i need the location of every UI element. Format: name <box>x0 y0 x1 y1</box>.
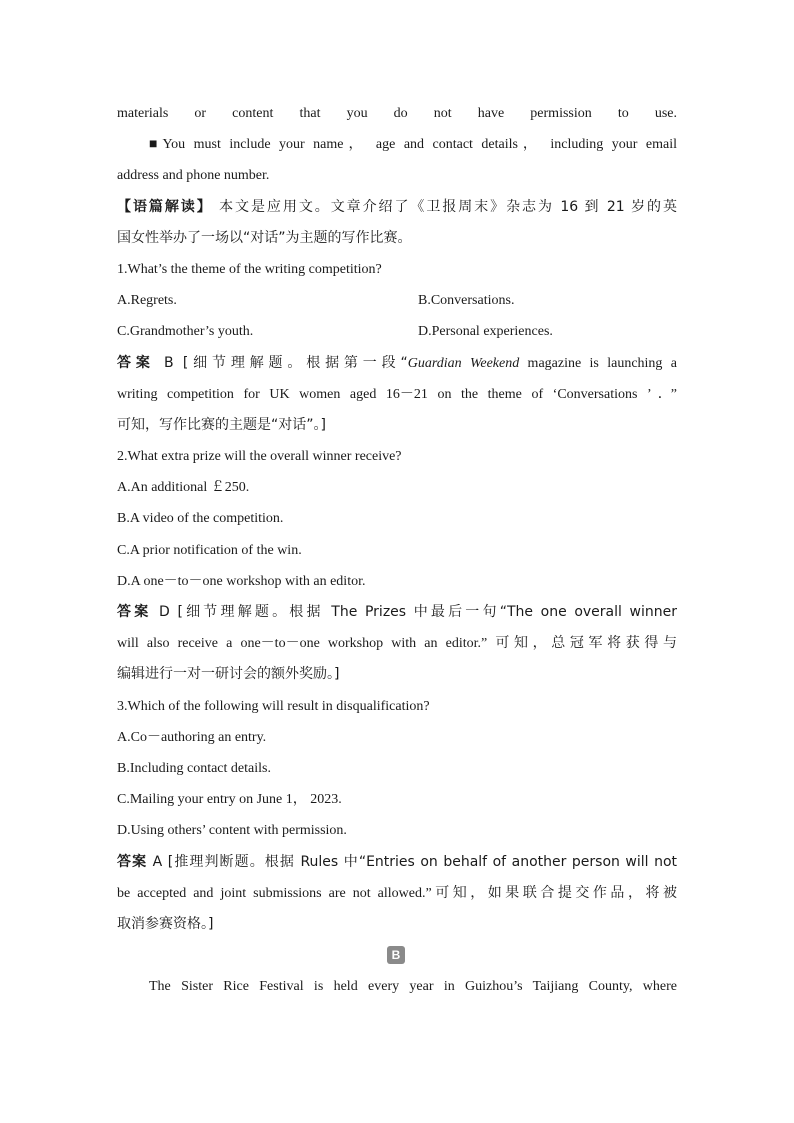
text-line: 国女性举办了一场以“对话”为主题的写作比赛。 <box>117 229 412 246</box>
option-d: D.Using others’ content with permission. <box>117 823 347 839</box>
option-b: B.A video of the competition. <box>117 511 284 527</box>
option-a: A.Co－authoring an entry. <box>117 729 267 745</box>
question-1-options-row-2 <box>117 316 677 347</box>
text-line: be accepted and joint submissions are not allowed.”可知，如果联合提交作品，将被 <box>117 885 677 901</box>
text-span: magazine is launching a <box>519 355 677 371</box>
answer-2-line <box>117 597 677 628</box>
answer-1-line <box>117 348 677 379</box>
section-marker-row <box>117 940 677 971</box>
text-span: A [推理判断题。根据 Rules 中“Entries on behalf of another person will not <box>147 853 677 870</box>
question-1: 1.What’s the theme of the writing competition? <box>117 261 382 277</box>
option-b: B.Conversations. <box>418 293 515 309</box>
option-a: A.An additional ￡250. <box>117 480 250 496</box>
passage-analysis-line <box>117 192 677 223</box>
text-span: You must include your name， age and contact details， including your email <box>162 137 677 153</box>
magazine-title: Guardian Weekend <box>407 355 520 371</box>
document-page <box>117 98 677 1002</box>
option-c: C.A prior notification of the win. <box>117 542 302 558</box>
answer-label: 答案 <box>117 354 155 371</box>
answer-label: 答案 <box>117 604 152 620</box>
question-1-options-row-1 <box>117 285 677 316</box>
option-b: B.Including contact details. <box>117 760 271 776</box>
option-c: C.Mailing your entry on June 1， 2023. <box>117 792 342 808</box>
section-b-badge: B <box>387 946 405 964</box>
answer-3-line <box>117 847 677 878</box>
passage-analysis-tag: 【语篇解读】 <box>117 198 213 215</box>
answer-label: 答案 <box>117 853 148 870</box>
option-c: C.Grandmother’s youth. <box>117 324 254 340</box>
option-d: D.A one－to－one workshop with an editor. <box>117 573 366 589</box>
bullet-square-icon: ■ <box>149 137 163 153</box>
text-span: 本文是应用文。文章介绍了《卫报周末》杂志为 16 到 21 岁的英 <box>212 198 677 215</box>
text-line: writing competition for UK women aged 16－21 on the theme of ‘Conversations ’．” <box>117 386 677 402</box>
text-line: materials or content that you do not have permission to use. <box>117 106 677 121</box>
text-span: D [细节理解题。根据 The Prizes 中最后一句“The one overall winner <box>151 604 677 620</box>
question-3: 3.Which of the following will result in disqualification? <box>117 698 430 714</box>
text-line: will also receive a one－to－one workshop with an editor.” 可知，总冠军将获得与 <box>117 636 677 652</box>
text-line: 可知，写作比赛的主题是“对话”。] <box>117 416 326 433</box>
option-a: A.Regrets. <box>117 293 177 309</box>
text-line: 取消参赛资格。] <box>117 915 214 932</box>
option-d: D.Personal experiences. <box>418 324 553 340</box>
question-2: 2.What extra prize will the overall winner receive? <box>117 449 402 465</box>
text-line: 编辑进行一对一研讨会的额外奖励。] <box>117 666 340 683</box>
text-line <box>117 129 677 160</box>
text-line: address and phone number. <box>117 168 270 184</box>
text-span: B [细节理解题。根据第一段“ <box>154 354 408 371</box>
passage-b-first-line: The Sister Rice Festival is held every year in Guizhou’s Taijiang County, where <box>149 979 677 995</box>
